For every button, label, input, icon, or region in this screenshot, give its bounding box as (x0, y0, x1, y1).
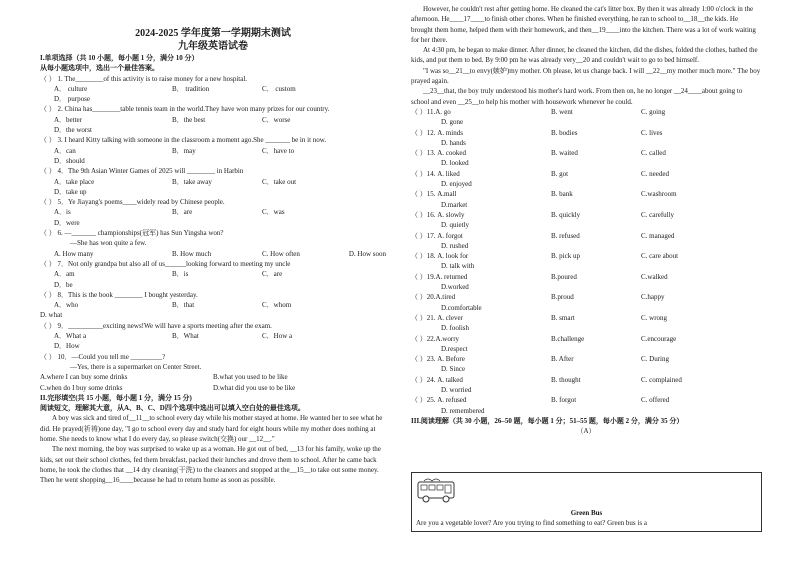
question-2: （ ） 2. China has________table tennis team in the world.They have won many prizes for our country. (40, 105, 330, 114)
section-2-instruction: 阅读短文，理解其大意，从A、B、C、D四个选项中选出可以填入空白处的最佳选项。 (40, 404, 305, 413)
answer-option-d: D. rushed (441, 241, 469, 250)
answer-option: C. lives (641, 128, 663, 137)
cloze-answer-row (411, 107, 761, 117)
cloze-answer-row (411, 272, 761, 282)
option: B．What (172, 332, 199, 341)
answer-option: B. went (551, 107, 573, 116)
answer-option: B. forgot (551, 396, 577, 405)
answer-option: C. offered (641, 396, 670, 405)
cloze-answer-row (411, 231, 761, 241)
answer-option: B. bodies (551, 128, 578, 137)
answer-option: B.poured (551, 272, 577, 281)
section-1-instruction: 从每小题选项中，选出一个最佳答案。 (40, 64, 159, 73)
question-7-options-2 (40, 280, 386, 290)
answer-option: C. complained (641, 375, 682, 384)
answer-option: C. managed (641, 231, 675, 240)
question-5: （ ） 5．Ye Jiayang's poems____widely read by Chinese people. (40, 198, 225, 207)
cloze-answer-row (411, 292, 761, 302)
question-4-options-2 (40, 187, 386, 197)
option: B．that (172, 301, 195, 310)
option: C．are (262, 270, 283, 279)
right-column (411, 4, 761, 436)
ad-title: Green Bus (570, 509, 603, 517)
answer-option-d: D. enjoyed (441, 180, 472, 189)
option: C．take out (262, 177, 297, 186)
section-2-heading: II.完形填空(共 15 小题，每小题 1 分，满分 15 分) (40, 393, 192, 402)
question-9: （ ） 9．__________exciting news!We will have a sports meeting after the exam. (40, 321, 272, 330)
question-10-options (40, 372, 386, 382)
cloze-answer-row (411, 189, 761, 199)
answer-option: C. needed (641, 169, 669, 178)
answer-option-d: D.market (441, 200, 468, 209)
answer-option: B. waited (551, 149, 578, 158)
answer-option: C. During (641, 355, 669, 364)
question-6-reply: —She has won quite a few. (70, 239, 147, 248)
option: C．How a (262, 332, 293, 341)
question-9-options-2 (40, 341, 386, 351)
question-3-options (40, 146, 386, 156)
question-8-option-d: D. what (40, 311, 63, 320)
answer-option: （ ）13. A. cooked (411, 149, 467, 158)
cloze-answer-list (411, 107, 761, 416)
option: A．can (54, 146, 76, 155)
option: A．take place (54, 177, 95, 186)
option: B． tradition (172, 84, 210, 93)
option: B．take away (172, 177, 212, 186)
answer-option: （ ）20.A.tired (411, 293, 456, 302)
exam-subtitle: 九年级英语试卷 (178, 41, 248, 52)
answer-option: B.challenge (551, 334, 585, 343)
answer-option: （ ）21. A. clever (411, 313, 463, 322)
passage-paragraph-6: __23__that, the boy truly understood his mother's hard work. From then on, he no longer __24____about going to school and even __25__to help his mother with housework whenever he could. (411, 87, 743, 106)
answer-option-d: D. worried (441, 385, 472, 394)
question-6: （ ） 6. —_______ championships(冠军) has Sun Yingsha won? (40, 229, 224, 238)
option: C.when do I buy some drinks (40, 383, 123, 392)
section-1-heading: I.单项选择（共 10 小题，每小题 1 分，满分 10 分） (40, 54, 199, 62)
answer-option: （ ）17. A. forgot (411, 231, 463, 240)
question-10-reply: —Yes, there is a supermarket on Center Street. (70, 362, 202, 371)
answer-option: B.proud (551, 293, 574, 302)
left-column (40, 0, 386, 485)
option: C． custom (262, 84, 296, 93)
answer-option: C.walked (641, 272, 668, 281)
answer-option-d: D.respect (441, 344, 468, 353)
answer-option: （ ）18. A. look for (411, 252, 469, 261)
option: A. How many (54, 249, 94, 258)
answer-option: B. After (551, 355, 574, 364)
answer-option: （ ）16. A. slowly (411, 210, 465, 219)
option: B．are (172, 208, 193, 217)
answer-option-d: D. talk with (441, 262, 475, 271)
question-8-options (40, 300, 386, 310)
cloze-answer-row (411, 354, 761, 364)
answer-option-d: D. looked (441, 159, 469, 168)
option: D．should (54, 156, 85, 165)
answer-option: B. thought (551, 375, 581, 384)
answer-option: C.encourage (641, 334, 677, 343)
option: D．were (54, 218, 80, 227)
passage-paragraph-1: A boy was sick and tired of__11__to school every day while his mother stayed at home. He wanted her to see what he did. He prayed(祈祷)one day, "I go to school every day and study hard for eight hours while my mother does nothing at home. She needs to know what I do every day, so please switch(交换) our __12__." (40, 414, 383, 443)
answer-option: B. smart (551, 313, 575, 322)
cloze-answer-row (411, 395, 761, 405)
answer-option: B. bank (551, 190, 573, 199)
answer-option: （ ）14. A. liked (411, 169, 460, 178)
answer-option: （ ）12. A. minds (411, 128, 463, 137)
question-5-options (40, 207, 386, 217)
answer-option: （ ）24. A. talked (411, 375, 463, 384)
cloze-answer-row (411, 210, 761, 220)
bus-illustration-icon (416, 476, 458, 506)
passage-paragraph-5: "I was so__21__to envy(嫉妒)my mother. Oh please, let us change back. I will __22__my mother much more." The boy prayed again. (411, 66, 761, 86)
option: D．take up (54, 187, 87, 196)
option: C．worse (262, 115, 291, 124)
answer-option: C. called (641, 149, 666, 158)
answer-option-d: D. hands (441, 138, 466, 147)
option: A．am (54, 270, 75, 279)
option: B.what you used to be like (213, 373, 288, 382)
answer-option-d: D. quietly (441, 221, 469, 230)
option: A．What a (54, 332, 87, 341)
answer-option: C. wrong (641, 313, 668, 322)
answer-option: B. quickly (551, 210, 581, 219)
option: D． purpose (54, 95, 90, 104)
answer-option: C. going (641, 107, 666, 116)
answer-option: （ ）22.A.worry (411, 334, 460, 343)
cloze-answer-row (411, 251, 761, 261)
question-7-options (40, 269, 386, 279)
answer-option-d: D.worked (441, 283, 469, 292)
question-2-options-2 (40, 125, 386, 135)
question-4: （ ） 4．The 9th Asian Winter Games of 2025 will ________ in Harbin (40, 167, 244, 176)
answer-option-d: D. Since (441, 365, 466, 374)
answer-option: C.happy (641, 293, 665, 302)
question-1-options (40, 84, 386, 94)
answer-option: B. got (551, 169, 569, 178)
option: A．who (54, 301, 79, 310)
question-3-options-2 (40, 156, 386, 166)
question-2-options (40, 115, 386, 125)
option: D．How (54, 342, 80, 351)
option: B．is (172, 270, 189, 279)
question-9-options (40, 331, 386, 341)
option: C．whom (262, 301, 292, 310)
option: B. How much (172, 249, 212, 258)
answer-option: B. pick up (551, 252, 580, 261)
answer-option: C. care about (641, 252, 679, 261)
answer-option: （ ）25. A. refused (411, 396, 467, 405)
option: C．have to (262, 146, 295, 155)
green-bus-ad (411, 472, 762, 532)
cloze-answer-row (411, 334, 761, 344)
passage-paragraph-4: At 4:30 pm, he began to make dinner. After dinner, he cleaned the kitchen, did the dishes, folded the clothes, bathed the kids, and put them to bed. By 9:00 pm he was already very__20 and couldn't wait to go to bed himself. (411, 46, 758, 65)
option: D．be (54, 280, 73, 289)
question-5-options-2 (40, 218, 386, 228)
question-1-options-2 (40, 94, 386, 104)
option: A.where I can buy some drinks (40, 373, 128, 382)
question-8: （ ） 8．This is the book ________ I bought yesterday. (40, 290, 198, 299)
question-6-options-2 (40, 249, 386, 259)
answer-option: （ ）23. A. Before (411, 355, 465, 364)
cloze-answer-row (411, 375, 761, 385)
option: D.what did you use to be like (213, 383, 296, 392)
question-4-options (40, 177, 386, 187)
answer-option: C.washroom (641, 190, 677, 199)
answer-option: （ ）11.A. go (411, 107, 451, 116)
option: B．may (172, 146, 196, 155)
question-10: （ ） 10．—Could you tell me _________? (40, 352, 166, 361)
answer-option: B. refused (551, 231, 580, 240)
option: A．better (54, 115, 82, 124)
answer-option-d: D. foolish (441, 324, 469, 333)
answer-option-d: D. gone (441, 118, 464, 127)
option: A． culture (54, 84, 88, 93)
question-10-options-2 (40, 383, 386, 393)
answer-option-d: D. remembered (441, 406, 485, 415)
cloze-answer-row (411, 148, 761, 158)
option: B．the best (172, 115, 206, 124)
option: C．was (262, 208, 285, 217)
section-3-heading: III.阅读理解（共 30 小题，26–50 题，每小题 1 分；51–55 题，每小题 2 分，满分 35 分） (411, 416, 684, 425)
passage-a-label: （A） (576, 427, 596, 436)
answer-option-d: D.comfortable (441, 303, 482, 312)
option: D. How soon (348, 249, 386, 258)
exam-title: 2024-2025 学年度第一学期期末测试 (135, 28, 291, 39)
answer-option: （ ）19.A. returned (411, 272, 468, 281)
question-3: （ ） 3. I heard Kitty talking with someone in the classroom a moment ago.She _______ be in it now. (40, 136, 327, 145)
passage-paragraph-3: However, he couldn't rest after getting home. He cleaned the cat's litter box. By then it was already 1:00 o'clock in the afternoon. He____17____to finish other chores. When he finished everything, he ran to school to__18__the kids. He brought them home, helped them with their homework, and then__19____into the kitchen. There was a lot of work waiting for her there. (411, 5, 756, 44)
cloze-answer-row (411, 128, 761, 138)
option: A．is (54, 208, 71, 217)
question-7: （ ） 7．Not only grandpa but also all of us______looking forward to meeting my uncle (40, 259, 291, 268)
option: D．the worst (54, 126, 92, 135)
cloze-answer-row (411, 169, 761, 179)
ad-text: Are you a vegetable lover? Are you trying to find something to eat? Green bus is a (416, 519, 647, 527)
option: C. How often (262, 249, 300, 258)
answer-option: （ ）15. A.mall (411, 190, 457, 199)
cloze-answer-row (411, 313, 761, 323)
question-1: （ ） 1. The________of this activity is to raise money for a new hospital. (40, 74, 248, 83)
passage-paragraph-2: The next morning, the boy was surprised to wake up as a woman. He got out of bed, __13 for his family, woke up the kids, set out their school clothes, fed them breakfast, packed their lunches and drove them to school. After he came back home, he took the clothes that __14 dry cleaning(干洗) to the cleaners and stopped at the__15__to take out some money. Then he went shopping__16____because he had to return home as soon as possible. (40, 445, 381, 485)
answer-option: C. carefully (641, 210, 675, 219)
